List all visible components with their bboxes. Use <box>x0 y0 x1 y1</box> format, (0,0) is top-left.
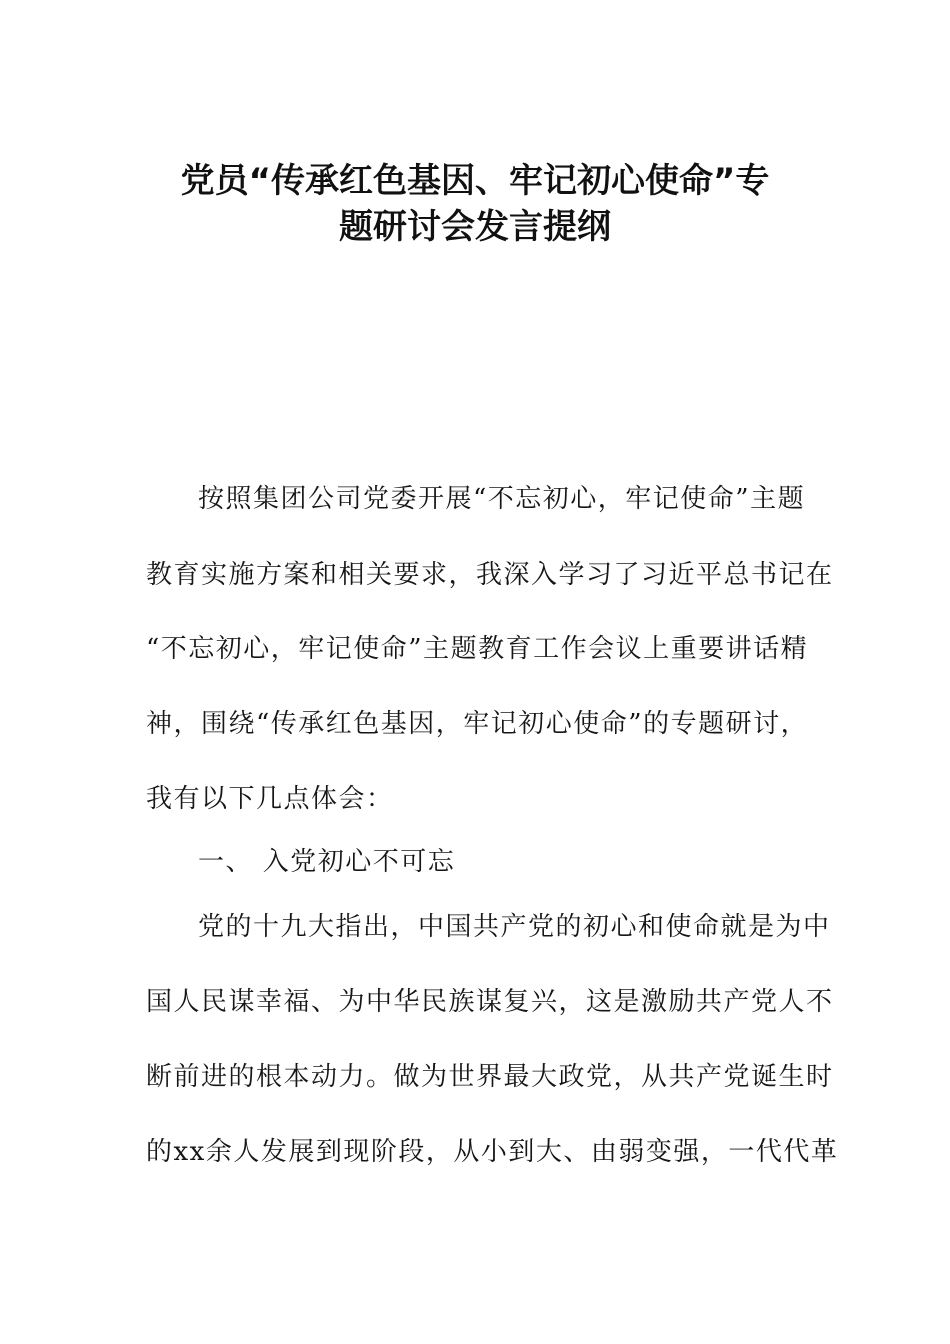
paragraph-2-line-1: 党的十九大指出，中国共产党的初心和使命就是为中 <box>198 912 831 942</box>
document-title-line-2: 题研讨会发言提纲 <box>339 207 611 247</box>
paragraph-1-line-4: 神，围绕“传承红色基因，牢记初心使命”的专题研讨， <box>146 709 809 739</box>
paragraph-1-line-1: 按照集团公司党委开展“不忘初心，牢记使命”主题 <box>198 484 806 514</box>
paragraph-2-line-3: 断前进的根本动力。做为世界最大政党，从共产党诞生时 <box>146 1062 834 1092</box>
paragraph-2-line-2: 国人民谋幸福、为中华民族谋复兴，这是激励共产党人不 <box>146 987 834 1017</box>
paragraph-1-line-5: 我有以下几点体会： <box>146 784 394 814</box>
paragraph-1-line-3: “不忘初心，牢记使命”主题教育工作会议上重要讲话精 <box>146 634 809 664</box>
paragraph-2-line-4: 的xx余人发展到现阶段，从小到大、由弱变强，一代代革 <box>146 1137 839 1167</box>
section-heading-1: 一、 入党初心不可忘 <box>198 847 456 877</box>
paragraph-1-line-2: 教育实施方案和相关要求，我深入学习了习近平总书记在 <box>146 560 834 590</box>
document-title-line-1: 党员“传承红色基因、牢记初心使命”专 <box>180 161 770 201</box>
